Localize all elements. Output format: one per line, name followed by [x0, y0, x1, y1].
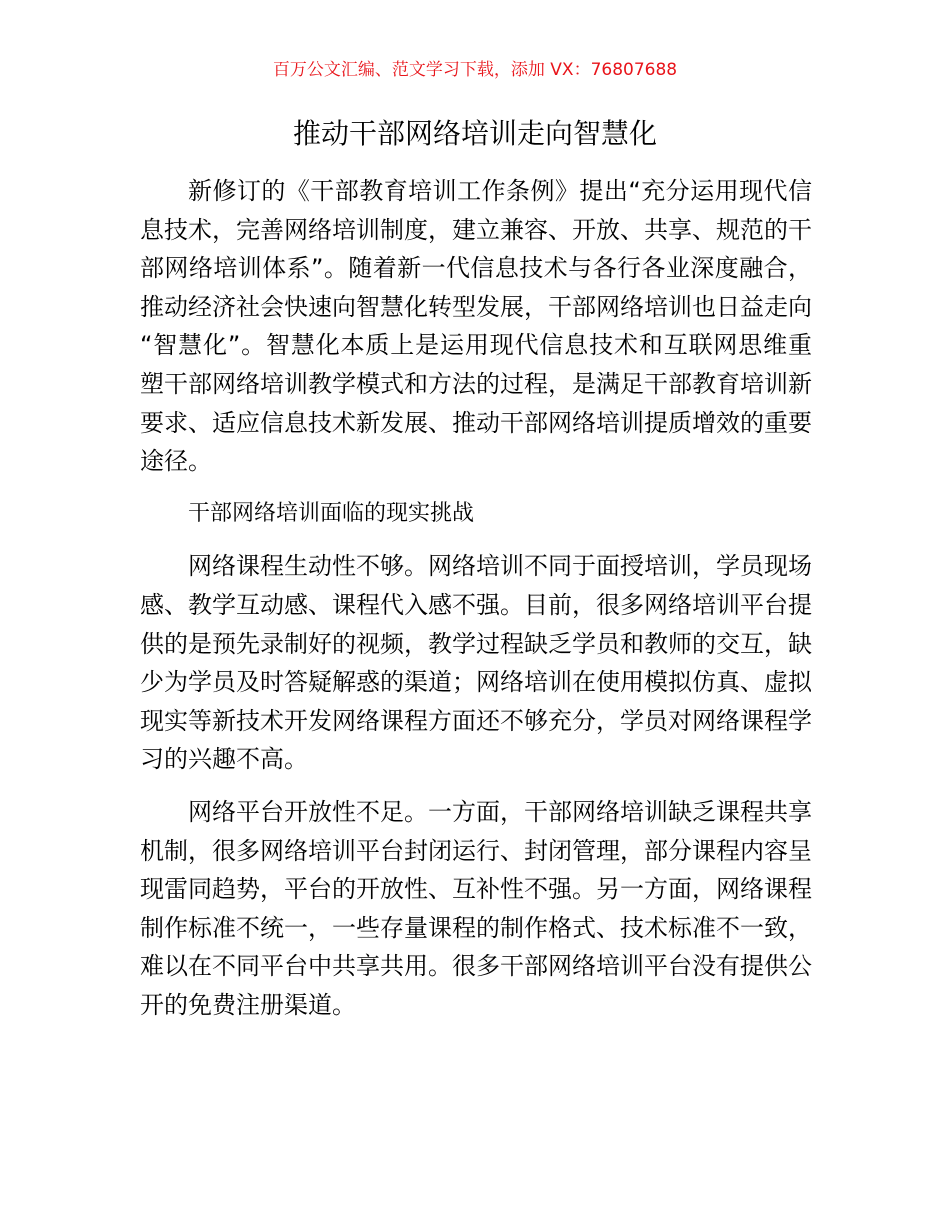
section-heading: 干部网络培训面临的现实挑战 [188, 500, 475, 526]
document-title: 推动干部网络培训走向智慧化 [292, 117, 657, 150]
header-watermark: 百万公文汇编、范文学习下载，添加 VX：76807688 [272, 60, 678, 80]
document-body [140, 172, 812, 1024]
intro-paragraph: 新修订的《干部教育培训工作条例》提出“充分运用现代信息技术，完善网络培训制度，建立兼容、开放、共享、规范的干部网络培训体系”。随着新一代信息技术与各行各业深度融合，推动经济社会快速向智慧化转型发展，干部网络培训也日益走向“智慧化”。智慧化本质上是运用现代信息技术和互联网思维重塑干部网络培训教学模式和方法的过程，是满足干部教育培训新要求、适应信息技术新发展、推动干部网络培训提质增效的重要途径。 [140, 177, 812, 476]
section-paragraph-course: 网络课程生动性不够。网络培训不同于面授培训，学员现场感、教学互动感、课程代入感不强。目前，很多网络培训平台提供的是预先录制好的视频，教学过程缺乏学员和教师的交互，缺少为学员及时答疑解惑的渠道；网络培训在使用模拟仿真、虚拟现实等新技术开发网络课程方面还不够充分，学员对网络课程学习的兴趣不高。 [140, 552, 812, 774]
section-paragraph-platform: 网络平台开放性不足。一方面，干部网络培训缺乏课程共享机制，很多网络培训平台封闭运行、封闭管理，部分课程内容呈现雷同趋势，平台的开放性、互补性不强。另一方面，网络课程制作标准不统一，一些存量课程的制作格式、技术标准不一致，难以在不同平台中共享共用。很多干部网络培训平台没有提供公开的免费注册渠道。 [140, 797, 812, 1019]
